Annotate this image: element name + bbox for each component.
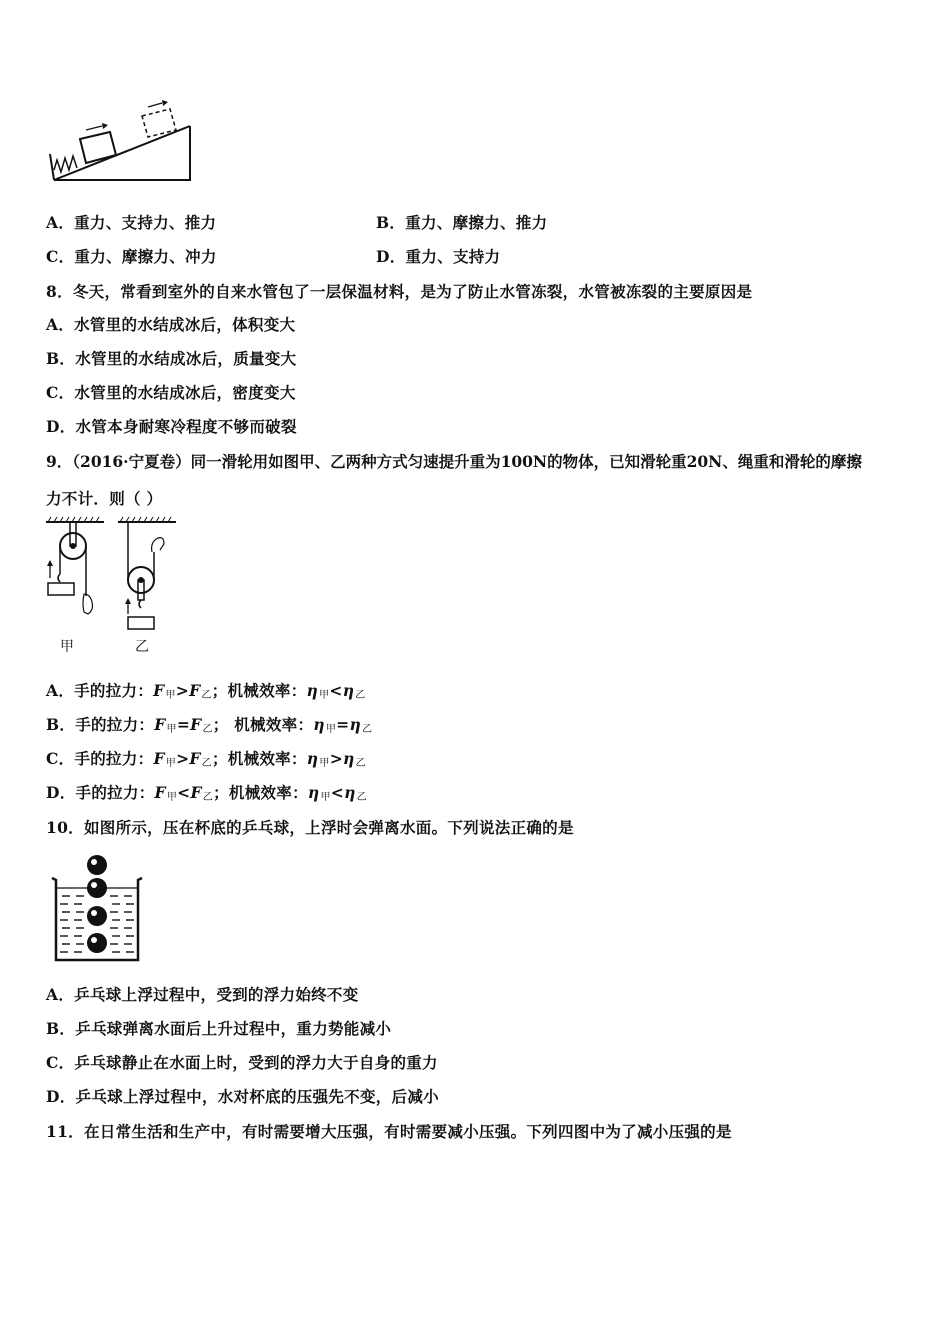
q9-option-a: A．手的拉力：F甲>F乙；机械效率：η甲<η乙 bbox=[46, 681, 366, 701]
q10-option-d: D．乒乓球上浮过程中，水对杯底的压强先不变，后减小 bbox=[46, 1087, 439, 1106]
q9-option-d: D．手的拉力：F甲<F乙；机械效率：η甲<η乙 bbox=[46, 783, 367, 803]
q8-option-c: C．水管里的水结成冰后，密度变大 bbox=[46, 383, 296, 402]
q8-option-a: A．水管里的水结成冰后，体积变大 bbox=[46, 315, 296, 334]
q7-option-b: B．重力、摩擦力、推力 bbox=[376, 213, 548, 232]
q10-option-b: B．乒乓球弹离水面后上升过程中，重力势能减小 bbox=[46, 1019, 392, 1038]
q8-stem: 8．冬天，常看到室外的自来水管包了一层保温材料，是为了防止水管冻裂，水管被冻裂的主要原因是 bbox=[46, 282, 753, 301]
q9-option-b: B．手的拉力：F甲=F乙； 机械效率：η甲=η乙 bbox=[46, 715, 373, 735]
q8-option-b: B．水管里的水结成冰后，质量变大 bbox=[46, 349, 297, 368]
pulley-label-yi: 乙 bbox=[135, 639, 149, 655]
incline-figure bbox=[44, 96, 196, 188]
q10-option-c: C．乒乓球静止在水面上时，受到的浮力大于自身的重力 bbox=[46, 1053, 438, 1072]
q8-option-d: D．水管本身耐寒冷程度不够而破裂 bbox=[46, 417, 297, 436]
q9-stem-line1: 9．（2016·宁夏卷）同一滑轮用如图甲、乙两种方式匀速提升重为100N的物体，已知滑轮重20N、绳重和滑轮的摩擦 bbox=[46, 452, 862, 471]
pulley-figure bbox=[40, 516, 190, 658]
pulley-label-jia: 甲 bbox=[60, 639, 74, 655]
q10-option-a: A．乒乓球上浮过程中，受到的浮力始终不变 bbox=[46, 985, 359, 1004]
q7-option-d: D．重力、支持力 bbox=[376, 247, 501, 266]
q9-stem-line2: 力不计．则（ ） bbox=[46, 489, 163, 508]
q9-option-c: C．手的拉力：F甲>F乙；机械效率：η甲>η乙 bbox=[46, 749, 366, 769]
q11-stem: 11．在日常生活和生产中，有时需要增大压强，有时需要减小压强。下列四图中为了减小压强的是 bbox=[46, 1122, 732, 1141]
q7-option-a: A．重力、支持力、推力 bbox=[46, 213, 217, 232]
q7-option-c: C．重力、摩擦力、冲力 bbox=[46, 247, 217, 266]
q10-stem: 10．如图所示，压在杯底的乒乓球，上浮时会弹离水面。下列说法正确的是 bbox=[46, 818, 574, 837]
beaker-figure bbox=[48, 852, 148, 964]
